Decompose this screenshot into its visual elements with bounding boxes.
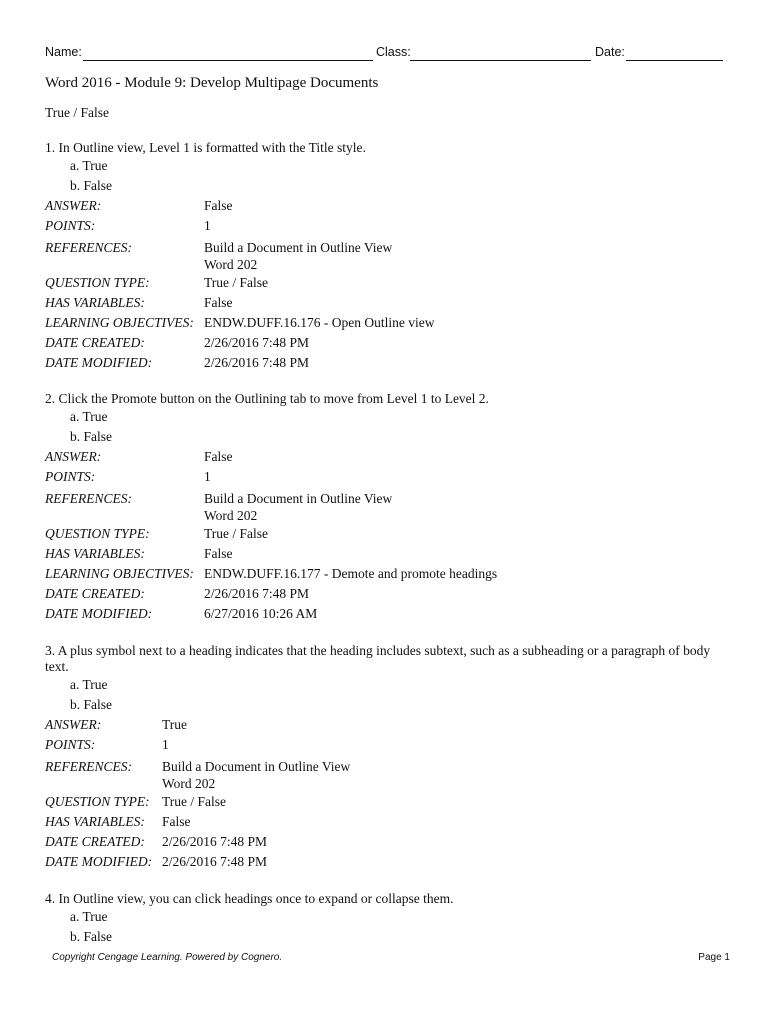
answer-label: ANSWER: [45,198,102,213]
references-row [45,755,725,792]
points-value: 1 [204,218,211,233]
option-false: b. False [70,697,112,712]
date-modified-row [45,353,725,373]
references-row [45,236,725,273]
date-created-value: 2/26/2016 7:48 PM [204,586,310,601]
question-type-row [45,792,725,812]
question-type-label: QUESTION TYPE: [45,275,150,290]
learning-objectives-value: ENDW.DUFF.16.176 - Open Outline view [204,315,435,330]
answer-row [45,196,725,216]
learning-objectives-label: LEARNING OBJECTIVES: [45,315,194,330]
learning-objectives-label: LEARNING OBJECTIVES: [45,566,194,581]
date-created-row [45,832,725,852]
question-metadata [45,447,725,624]
references-label: REFERENCES: [45,759,132,774]
reference-line: Word 202 [162,776,216,791]
question-stem: 3. A plus symbol next to a heading indicates that the heading includes subtext, such as a subheading or a paragraph of body text. [45,643,711,674]
points-row [45,216,725,236]
reference-line: Build a Document in Outline View [204,491,393,506]
question-4 [45,891,725,947]
option-false: b. False [70,429,112,444]
option-true: a. True [70,909,108,924]
page-footer [52,952,730,966]
date-created-label: DATE CREATED: [45,335,145,350]
date-label: Date: [595,45,625,59]
name-blank-line [83,60,373,61]
section-heading: True / False [45,105,110,120]
date-modified-value: 2/26/2016 7:48 PM [204,355,310,370]
date-created-row [45,584,725,604]
points-label: POINTS: [45,469,96,484]
has-variables-value: False [204,546,233,561]
question-type-label: QUESTION TYPE: [45,526,150,541]
class-blank-line [410,60,591,61]
has-variables-row [45,544,725,564]
learning-objectives-row [45,564,725,584]
date-modified-label: DATE MODIFIED: [45,606,153,621]
date-modified-value: 2/26/2016 7:48 PM [162,854,268,869]
points-value: 1 [204,469,211,484]
date-modified-label: DATE MODIFIED: [45,355,153,370]
date-created-label: DATE CREATED: [45,834,145,849]
date-created-value: 2/26/2016 7:48 PM [162,834,268,849]
has-variables-value: False [162,814,191,829]
name-label: Name: [45,45,82,59]
question-3 [45,643,725,872]
reference-line: Build a Document in Outline View [204,240,393,255]
points-row [45,467,725,487]
date-created-row [45,333,725,353]
question-type-row [45,524,725,544]
answer-value: False [204,198,233,213]
question-type-value: True / False [162,794,227,809]
learning-objectives-row [45,313,725,333]
answer-value: True [162,717,188,732]
points-row [45,735,725,755]
answer-row [45,715,725,735]
reference-line: Build a Document in Outline View [162,759,351,774]
points-label: POINTS: [45,218,96,233]
page-number: Page 1 [698,952,730,963]
class-label: Class: [376,45,411,59]
references-label: REFERENCES: [45,240,132,255]
option-true: a. True [70,158,108,173]
date-modified-row [45,604,725,624]
has-variables-row [45,812,725,832]
answer-label: ANSWER: [45,449,102,464]
option-true: a. True [70,409,108,424]
date-created-label: DATE CREATED: [45,586,145,601]
question-metadata [45,715,725,872]
reference-line: Word 202 [204,508,258,523]
question-metadata [45,196,725,373]
references-row [45,487,725,524]
answer-value: False [204,449,233,464]
copyright-text: Copyright Cengage Learning. Powered by Cognero. [52,952,283,963]
references-label: REFERENCES: [45,491,132,506]
points-label: POINTS: [45,737,96,752]
question-stem: 1. In Outline view, Level 1 is formatted with the Title style. [45,140,366,155]
question-type-row [45,273,725,293]
question-type-label: QUESTION TYPE: [45,794,150,809]
option-false: b. False [70,929,112,944]
student-info-header [45,45,725,63]
answer-label: ANSWER: [45,717,102,732]
option-false: b. False [70,178,112,193]
option-true: a. True [70,677,108,692]
question-type-value: True / False [204,526,269,541]
date-modified-label: DATE MODIFIED: [45,854,153,869]
has-variables-value: False [204,295,233,310]
has-variables-label: HAS VARIABLES: [45,814,145,829]
question-type-value: True / False [204,275,269,290]
date-modified-row [45,852,725,872]
reference-line: Word 202 [204,257,258,272]
has-variables-row [45,293,725,313]
question-1 [45,140,725,373]
answer-row [45,447,725,467]
date-created-value: 2/26/2016 7:48 PM [204,335,310,350]
question-stem: 2. Click the Promote button on the Outlining tab to move from Level 1 to Level 2. [45,391,489,406]
date-blank-line [626,60,723,61]
points-value: 1 [162,737,169,752]
has-variables-label: HAS VARIABLES: [45,295,145,310]
date-modified-value: 6/27/2016 10:26 AM [204,606,318,621]
question-stem: 4. In Outline view, you can click headings once to expand or collapse them. [45,891,454,906]
question-2 [45,391,725,624]
document-title: Word 2016 - Module 9: Develop Multipage Documents [45,75,379,91]
learning-objectives-value: ENDW.DUFF.16.177 - Demote and promote headings [204,566,498,581]
has-variables-label: HAS VARIABLES: [45,546,145,561]
